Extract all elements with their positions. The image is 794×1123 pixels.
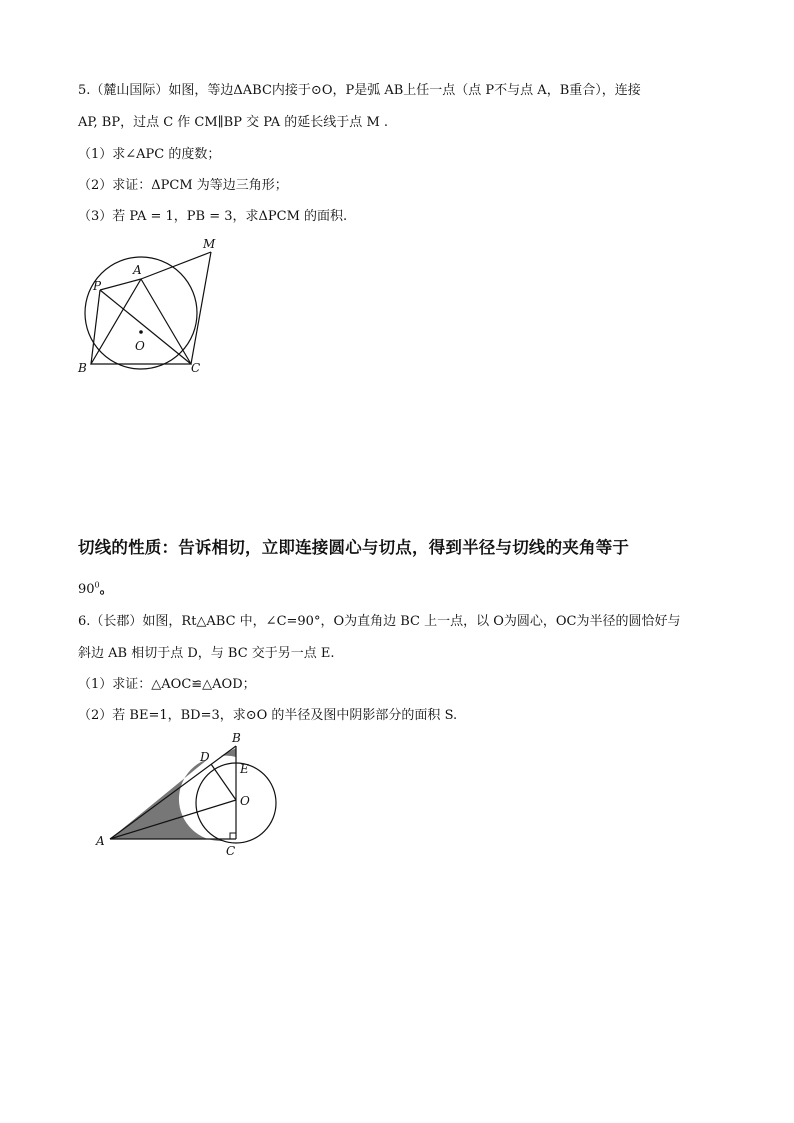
- problem6-figure: [90, 728, 290, 863]
- angle-sup: 0: [94, 580, 100, 590]
- problem6-line2: 斜边 AB 相切于点 D，与 BC 交于另一点 E.: [78, 646, 335, 661]
- label-o: O: [240, 794, 250, 808]
- problem6-line1: 6.（长郡）如图，Rt△ABC 中，∠C=90°，O为直角边 BC 上一点，以 O为圆心，OC为半径的圆恰好与: [78, 614, 681, 629]
- center-dot: [139, 330, 143, 334]
- segment-am: [141, 252, 211, 279]
- label-o: O: [135, 339, 145, 353]
- problem6-question2: （2）若 BE=1，BD=3，求⊙O 的半径及图中阴影部分的面积 S.: [78, 708, 458, 723]
- problem5-question3: （3）若 PA = 1，PB = 3，求ΔPCM 的面积.: [78, 209, 348, 224]
- label-b: B: [232, 731, 241, 745]
- label-a: A: [133, 263, 142, 277]
- problem6-question1: （1）求证：△AOC≌△AOD；: [78, 677, 256, 692]
- problem5-line1: 5.（麓山国际）如图，等边ΔABC内接于⊙O，P是弧 AB上任一点（点 P不与点 A，B重合），连接: [78, 83, 641, 98]
- section-angle: [78, 578, 113, 597]
- label-d: D: [200, 750, 210, 764]
- angle-tail: 。: [99, 582, 113, 597]
- label-c: C: [191, 361, 201, 375]
- label-c: C: [226, 844, 236, 858]
- problem5-question1: （1）求∠APC 的度数；: [78, 147, 221, 162]
- label-a: A: [96, 834, 105, 848]
- section-title: 切线的性质：告诉相切，立即连接圆心与切点，得到半径与切线的夹角等于: [78, 538, 630, 557]
- label-b: B: [78, 361, 87, 375]
- problem5-line2: AP, BP，过点 C 作 CM∥BP 交 PA 的延长线于点 M .: [78, 115, 389, 130]
- problem5-figure: [70, 232, 230, 382]
- segment-pc: [100, 290, 191, 364]
- label-m: M: [203, 237, 216, 251]
- label-p: P: [93, 279, 102, 293]
- label-e: E: [240, 762, 249, 776]
- problem5-question2: （2）求证：ΔPCM 为等边三角形；: [78, 178, 288, 193]
- segment-mc: [191, 252, 211, 364]
- segment-pb: [91, 290, 100, 364]
- angle-value: 90: [78, 582, 95, 597]
